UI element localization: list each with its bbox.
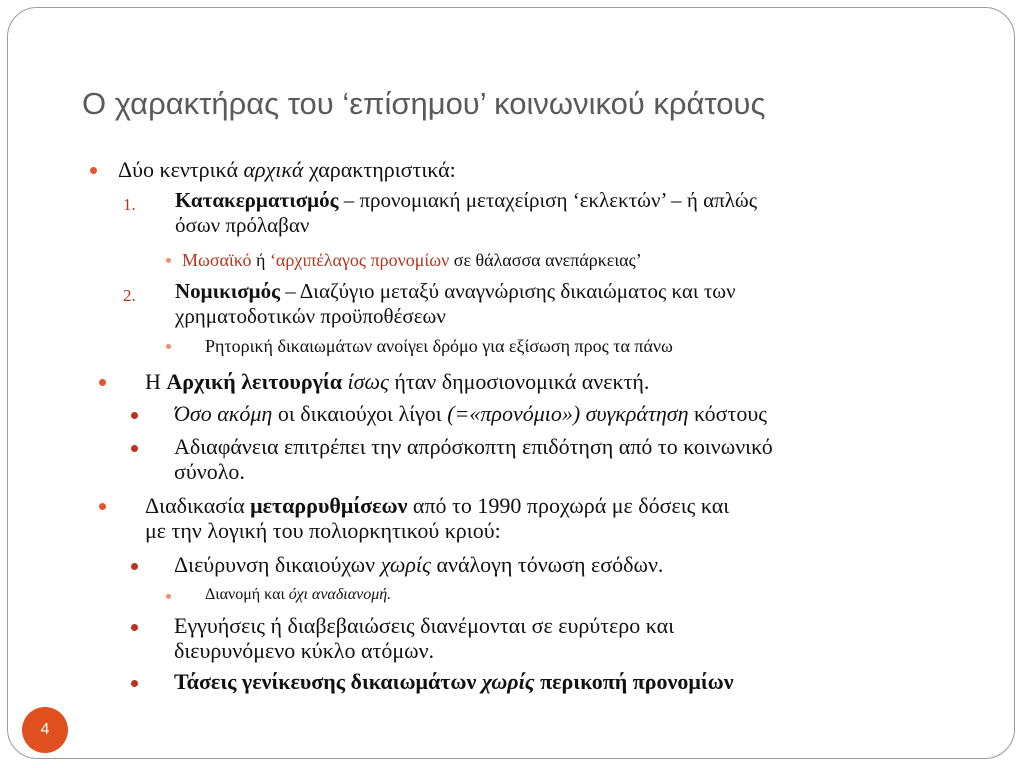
bullet-text: Διεύρυνση δικαιούχων χωρίς ανάλογη τόνωση εσόδων. [174, 552, 664, 577]
list-item-text-cont: όσων πρόλαβαν [175, 213, 310, 237]
bullet-text: Διαδικασία μεταρρυθμίσεων από το 1990 προχωρά με δόσεις και [145, 493, 730, 518]
bullet-text-cont: με την λογική του πολιορκητικού κριού: [145, 518, 501, 543]
bullet-icon [99, 503, 106, 510]
bullet-text: Όσο ακόμη οι δικαιούχοι λίγοι (=«προνόμιο») συγκράτηση κόστους [174, 401, 767, 426]
bullet-text: Τάσεις γενίκευσης δικαιωμάτων χωρίς περικοπή προνομίων [174, 669, 734, 694]
sub-bullet-text: Ρητορική δικαιωμάτων ανοίγει δρόμο για εξίσωση προς τα πάνω [205, 336, 673, 356]
bullet-text: Η Αρχική λειτουργία ίσως ήταν δημοσιονομικά ανεκτή. [145, 369, 650, 394]
bullet-icon [131, 624, 138, 631]
bullet-icon [131, 445, 138, 452]
bullet-icon [131, 412, 138, 419]
slide-body [8, 8, 1015, 759]
list-item-text: Κατακερματισμός – προνομιακή μεταχείριση ‘εκλεκτών’ – ή απλώς [175, 188, 758, 212]
bullet-icon [131, 680, 138, 687]
list-number: 2. [123, 286, 136, 305]
bullet-text: Δύο κεντρικά αρχικά χαρακτηριστικά: [118, 157, 456, 182]
list-item-text-cont: χρηματοδοτικών προϋποθέσεων [175, 304, 446, 328]
bullet-text-cont: σύνολο. [174, 459, 245, 484]
bullet-icon [99, 379, 106, 386]
sub-bullet-text: Διανομή και όχι αναδιανομή. [205, 586, 392, 603]
bullet-text: Εγγυήσεις ή διαβεβαιώσεις διανέμονται σε ευρύτερο και [174, 613, 675, 638]
slide-title: Ο χαρακτήρας του ‘επίσημου’ κοινωνικού κράτους [82, 86, 766, 121]
list-number: 1. [123, 195, 136, 214]
bullet-icon [166, 344, 171, 349]
page-number-badge: 4 [22, 707, 68, 753]
bullet-icon [90, 167, 97, 174]
bullet-text-cont: διευρυνόμενο κύκλο ατόμων. [174, 638, 435, 663]
slide [7, 7, 1015, 759]
bullet-icon [131, 563, 138, 570]
bullet-icon [166, 594, 171, 599]
bullet-icon [166, 258, 171, 263]
bullet-text: Αδιαφάνεια επιτρέπει την απρόσκοπτη επιδότηση από το κοινωνικό [174, 434, 773, 459]
list-item-text: Νομικισμός – Διαζύγιο μεταξύ αναγνώρισης δικαιώματος και των [175, 279, 736, 303]
sub-bullet-text: Μωσαϊκό ή ‘αρχιπέλαγος προνομίων σε θάλασσα ανεπάρκειας’ [182, 250, 642, 270]
